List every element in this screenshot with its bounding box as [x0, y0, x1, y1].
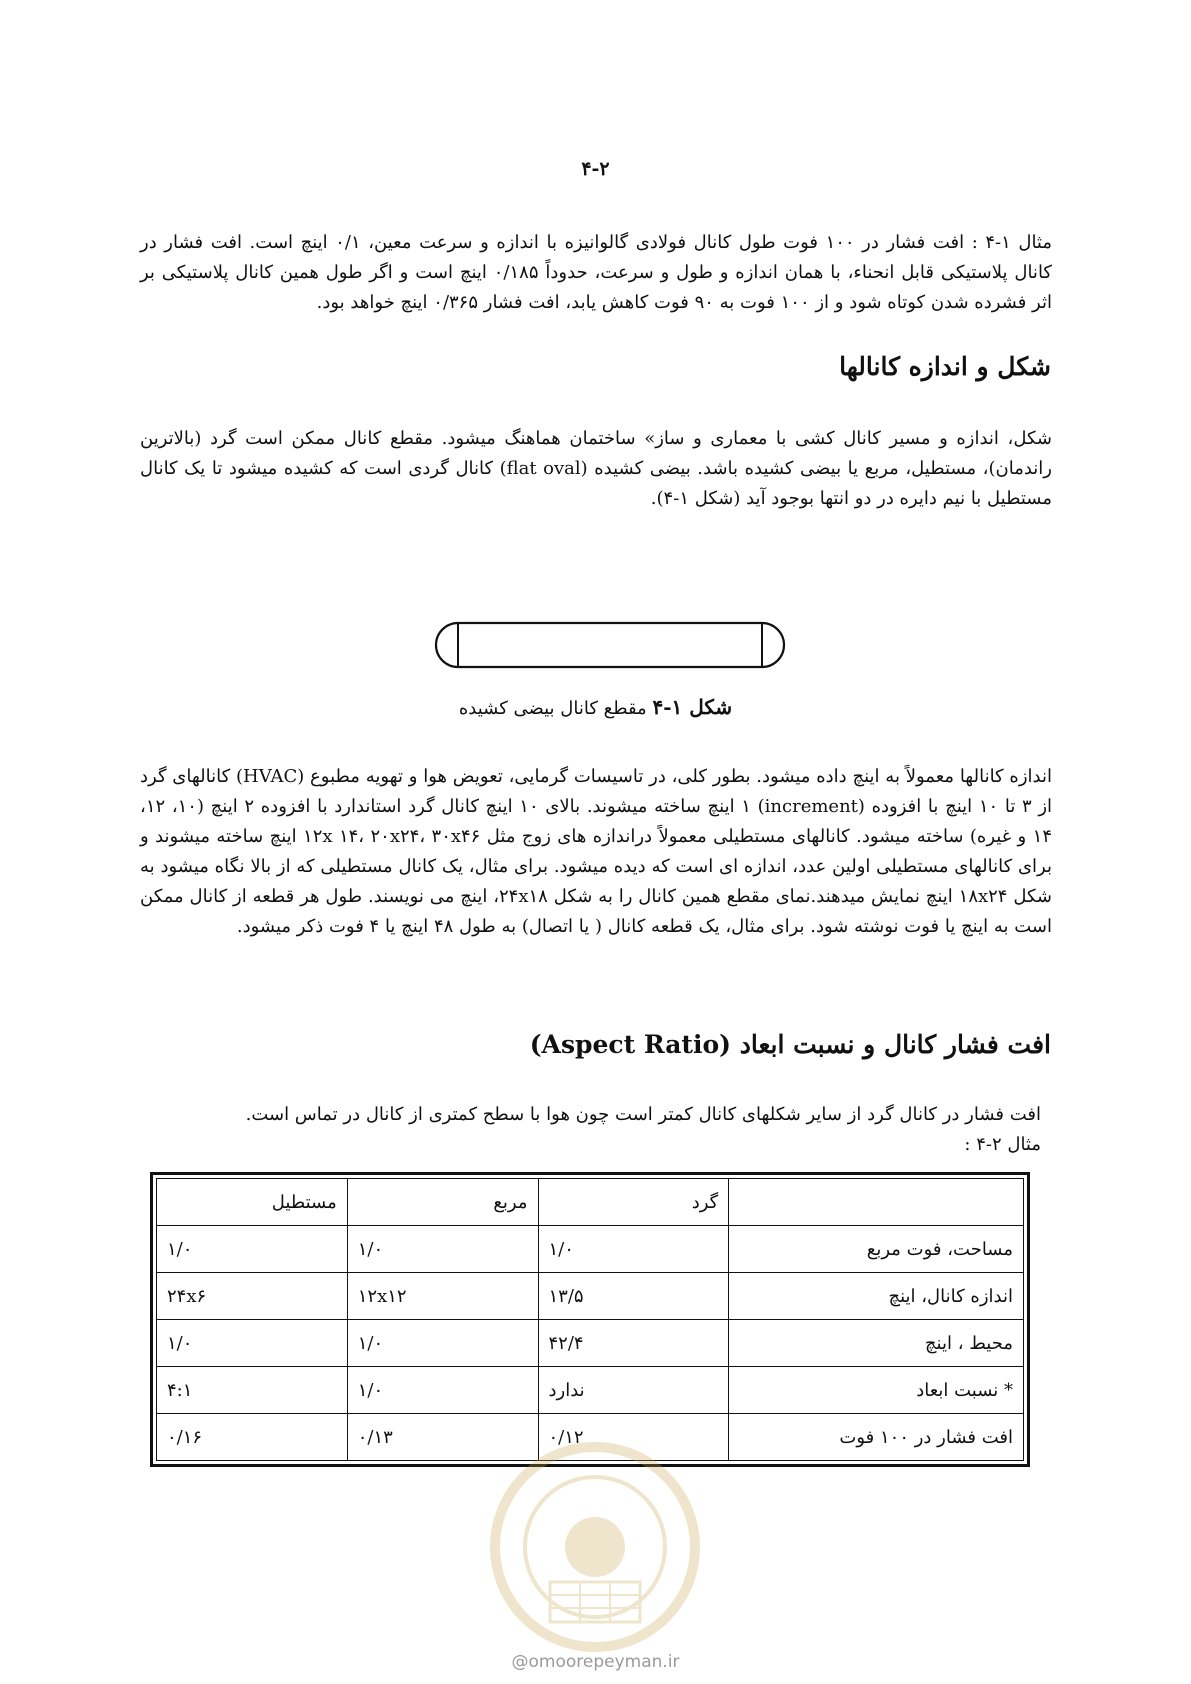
table-cell: ندارد [538, 1367, 729, 1414]
table-header-cell: مستطیل [157, 1179, 348, 1226]
table-cell: ۴:۱ [157, 1367, 348, 1414]
figure-caption-text: مقطع کانال بیضی کشیده [458, 698, 647, 719]
figure-caption [0, 695, 1191, 719]
size-paragraph: اندازه کانالها معمولاً به اینچ داده میشود. بطور کلی، در تاسیسات گرمایی، تعویض هوا و تهویه مطبوع (HVAC) کانالهای گرد از ۳ تا ۱۰ اینچ با افزوده (increment) ۱ اینچ ساخته میشوند. بالای ۱۰ اینچ کانال گرد استاندارد با افزوده ۲ اینچ (۱۰، ۱۲، ۱۴ و غیره) ساخته میشود. کانالهای مستطیلی معمولاً دراندازه های زوج مثل ۱۲x ۱۴، ۲۰x۲۴، ۳۰x۴۶ اینچ ساخته میشوند و برای کانالهای مستطیلی اولین عدد، اندازه ای است که دیده میشود. برای مثال، یک کانال مستطیلی که از بالا نگاه میشود به شکل ۱۸x۲۴ اینچ نمایش میدهند.نمای مقطع همین کانال را به شکل ۲۴x۱۸، اینچ می نویسند. طول هر قطعه از کانال ممکن است به اینچ یا فوت نوشته شود. برای مثال، یک قطعه کانال ( یا اتصال) به طول ۴۸ اینچ یا ۴ فوت ذکر میشود. [140, 766, 1053, 937]
shape-paragraph: شکل، اندازه و مسیر کانال کشی با معماری و ساز» ساختمان هماهنگ میشود. مقطع کانال ممکن است گرد (بالاترین راندمان)، مستطیل، مربع یا بیضی کشیده باشد. بیضی کشیده (flat oval) کانال گردی است که کشیده میشود تا یک کانال مستطیل با نیم دایره در دو انتها بوجود آید (شکل ۱-۴). [140, 428, 1052, 509]
section-heading-shape: شکل و اندازه کانالها [839, 352, 1051, 381]
at-icon: @ [511, 1652, 529, 1672]
table-row [157, 1273, 1024, 1320]
table-cell: ۱/۰ [538, 1226, 729, 1273]
table-header-cell [729, 1179, 1024, 1226]
table-cell: ۱/۰ [347, 1367, 538, 1414]
pressure-paragraph [141, 1100, 1041, 1160]
table-cell: ۱۳/۵ [538, 1273, 729, 1320]
table-row-label: افت فشار در ۱۰۰ فوت [729, 1414, 1024, 1461]
table-cell: ۰/۱۶ [157, 1414, 348, 1461]
table-row [157, 1320, 1024, 1367]
table-header-cell: مربع [347, 1179, 538, 1226]
table-cell: ۱/۰ [347, 1226, 538, 1273]
table-cell: ۱/۰ [157, 1320, 348, 1367]
comparison-table [156, 1178, 1024, 1461]
table-cell: ۴۲/۴ [538, 1320, 729, 1367]
table-row [157, 1226, 1024, 1273]
watermark-site-text: omoorepeyman.ir [528, 1652, 680, 1672]
table-cell: ۰/۱۳ [347, 1414, 538, 1461]
table-cell: ۱/۰ [347, 1320, 538, 1367]
watermark-seal-icon [480, 1432, 710, 1662]
table-row [157, 1367, 1024, 1414]
table-header-row [157, 1179, 1024, 1226]
table-header-cell: گرد [538, 1179, 729, 1226]
comparison-table-frame [150, 1172, 1030, 1467]
table-row-label: مساحت، فوت مربع [729, 1226, 1024, 1273]
pressure-text: افت فشار در کانال گرد از سایر شکلهای کانال کمتر است چون هوا با سطح کمتری از کانال در تماس است. [245, 1104, 1041, 1125]
page-number: ۴-۲ [581, 158, 610, 180]
example-1-paragraph: مثال ۱-۴ : افت فشار در ۱۰۰ فوت طول کانال فولادی گالوانیزه با اندازه و سرعت معین، ۰/۱ اینچ است. افت فشار در کانال پلاستیکی قابل انحناء، با همان اندازه و طول و سرعت، حدوداً ۰/۱۸۵ اینچ است و اگر طول همین کانال پلاستیکی بر اثر فشرده شدن کوتاه شود و از ۱۰۰ فوت به ۹۰ فوت کاهش یابد، افت فشار ۰/۳۶۵ اینچ خواهد بود. [140, 232, 1053, 313]
table-cell: ۲۴x۶ [157, 1273, 348, 1320]
example-2-label: مثال ۲-۴ : [964, 1134, 1041, 1155]
table-row-label: اندازه کانال، اینچ [729, 1273, 1024, 1320]
watermark-site [0, 1652, 1191, 1672]
table-cell: ۱/۰ [157, 1226, 348, 1273]
section-heading-pressure: افت فشار کانال و نسبت ابعاد (Aspect Ratio) [529, 1030, 1051, 1059]
table-row-label: * نسبت ابعاد [729, 1367, 1024, 1414]
table-row-label: محیط ، اینچ [729, 1320, 1024, 1367]
figure-caption-number: شکل ۱-۴ [652, 695, 733, 719]
flat-oval-duct-figure [420, 615, 800, 675]
table-cell: ۰/۱۲ [538, 1414, 729, 1461]
table-cell: ۱۲x۱۲ [347, 1273, 538, 1320]
